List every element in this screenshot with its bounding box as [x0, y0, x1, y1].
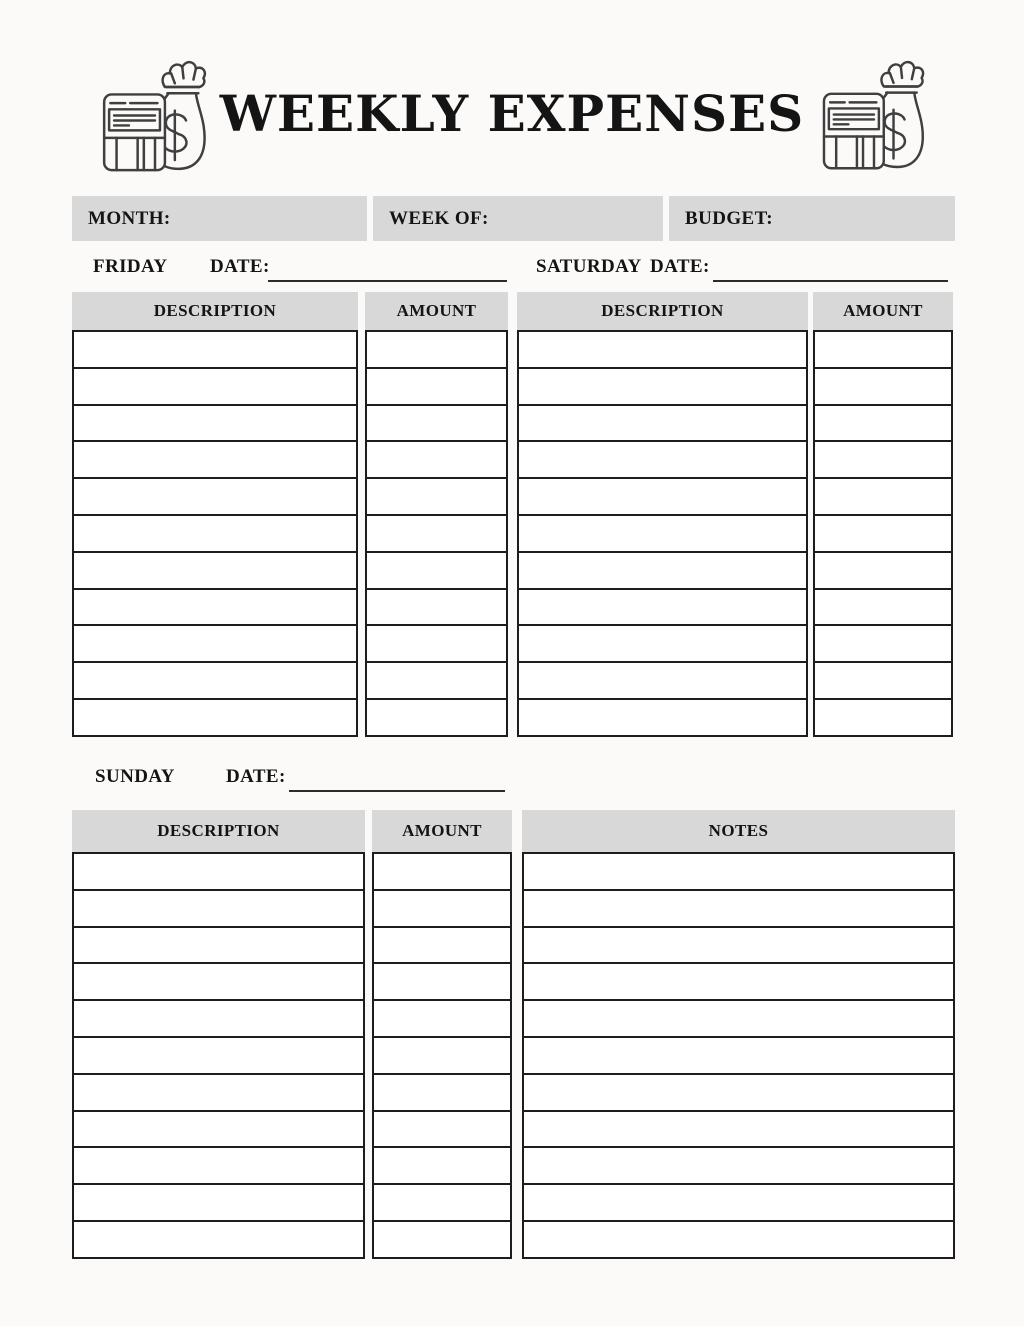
sunday-amount-header: AMOUNT — [372, 810, 512, 852]
table-row-cell[interactable] — [74, 367, 356, 404]
table-row-cell[interactable] — [367, 404, 506, 441]
table-row-cell[interactable] — [367, 551, 506, 588]
table-row-cell[interactable] — [519, 551, 806, 588]
table-row-cell[interactable] — [74, 588, 356, 625]
table-row-cell[interactable] — [815, 404, 951, 441]
friday-date-line[interactable] — [268, 252, 507, 282]
table-row-cell[interactable] — [524, 1036, 953, 1073]
table-row-cell[interactable] — [74, 624, 356, 661]
table-row-cell[interactable] — [815, 588, 951, 625]
table-row-cell[interactable] — [367, 477, 506, 514]
saturday-amount-header: AMOUNT — [813, 292, 953, 330]
saturday-date-line[interactable] — [713, 252, 948, 282]
table-row-cell[interactable] — [367, 367, 506, 404]
table-row-cell[interactable] — [374, 999, 510, 1036]
table-row-cell[interactable] — [524, 1220, 953, 1257]
table-row-cell[interactable] — [367, 698, 506, 735]
table-row-cell[interactable] — [519, 698, 806, 735]
table-row-cell[interactable] — [74, 698, 356, 735]
friday-description-header: DESCRIPTION — [72, 292, 358, 330]
table-row-cell[interactable] — [74, 661, 356, 698]
month-label: MONTH: — [88, 207, 171, 229]
week-of-field[interactable] — [373, 196, 663, 241]
saturday-date-label: DATE: — [650, 256, 710, 277]
saturday-label: SATURDAY — [536, 256, 642, 277]
table-row-cell[interactable] — [519, 477, 806, 514]
table-row-cell[interactable] — [367, 440, 506, 477]
table-row-cell[interactable] — [524, 962, 953, 999]
friday-amount-column — [365, 330, 508, 737]
table-row-cell[interactable] — [74, 332, 356, 367]
table-row-cell[interactable] — [815, 367, 951, 404]
table-row-cell[interactable] — [374, 1036, 510, 1073]
table-row-cell[interactable] — [524, 926, 953, 963]
table-row-cell[interactable] — [815, 698, 951, 735]
saturday-description-column — [517, 330, 808, 737]
table-row-cell[interactable] — [74, 889, 363, 926]
table-row-cell[interactable] — [74, 1146, 363, 1183]
table-row-cell[interactable] — [524, 1073, 953, 1110]
friday-amount-header: AMOUNT — [365, 292, 508, 330]
table-row-cell[interactable] — [367, 624, 506, 661]
table-row-cell[interactable] — [374, 1110, 510, 1147]
table-row-cell[interactable] — [374, 854, 510, 889]
table-row-cell[interactable] — [74, 1036, 363, 1073]
table-row-cell[interactable] — [519, 588, 806, 625]
table-row-cell[interactable] — [519, 404, 806, 441]
table-row-cell[interactable] — [519, 661, 806, 698]
table-row-cell[interactable] — [519, 514, 806, 551]
table-row-cell[interactable] — [815, 624, 951, 661]
table-row-cell[interactable] — [519, 440, 806, 477]
table-row-cell[interactable] — [74, 1110, 363, 1147]
table-row-cell[interactable] — [524, 889, 953, 926]
sunday-date-label: DATE: — [226, 766, 286, 787]
sunday-notes-header: NOTES — [522, 810, 955, 852]
table-row-cell[interactable] — [374, 962, 510, 999]
friday-description-column — [72, 330, 358, 737]
table-row-cell[interactable] — [374, 926, 510, 963]
table-row-cell[interactable] — [519, 332, 806, 367]
week-of-label: WEEK OF: — [389, 207, 489, 229]
budget-field[interactable] — [669, 196, 955, 241]
friday-label: FRIDAY — [93, 256, 168, 277]
table-row-cell[interactable] — [374, 1220, 510, 1257]
saturday-description-header: DESCRIPTION — [517, 292, 808, 330]
table-row-cell[interactable] — [367, 332, 506, 367]
calculator-moneybag-icon — [813, 56, 935, 178]
table-row-cell[interactable] — [74, 854, 363, 889]
sunday-description-header: DESCRIPTION — [72, 810, 365, 852]
table-row-cell[interactable] — [367, 588, 506, 625]
table-row-cell[interactable] — [74, 1183, 363, 1220]
friday-date-label: DATE: — [210, 256, 270, 277]
table-row-cell[interactable] — [815, 551, 951, 588]
sunday-amount-column — [372, 852, 512, 1259]
month-field[interactable] — [72, 196, 367, 241]
table-row-cell[interactable] — [74, 551, 356, 588]
budget-label: BUDGET: — [685, 207, 773, 229]
table-row-cell[interactable] — [519, 624, 806, 661]
table-row-cell[interactable] — [74, 962, 363, 999]
table-row-cell[interactable] — [374, 889, 510, 926]
table-row-cell[interactable] — [74, 999, 363, 1036]
table-row-cell[interactable] — [74, 1220, 363, 1257]
sunday-label: SUNDAY — [95, 766, 175, 787]
table-row-cell[interactable] — [367, 514, 506, 551]
info-row — [72, 196, 955, 241]
saturday-amount-column — [813, 330, 953, 737]
table-row-cell[interactable] — [74, 926, 363, 963]
table-row-cell[interactable] — [374, 1146, 510, 1183]
table-row-cell[interactable] — [74, 514, 356, 551]
sunday-date-line[interactable] — [289, 762, 505, 792]
sunday-description-column — [72, 852, 365, 1259]
page-title: WEEKLY EXPENSES — [219, 84, 805, 143]
table-row-cell[interactable] — [74, 1073, 363, 1110]
table-row-cell[interactable] — [374, 1073, 510, 1110]
table-row-cell[interactable] — [74, 440, 356, 477]
sunday-notes-column — [522, 852, 955, 1259]
table-row-cell[interactable] — [367, 661, 506, 698]
table-row-cell[interactable] — [519, 367, 806, 404]
table-row-cell[interactable] — [524, 1110, 953, 1147]
table-row-cell[interactable] — [815, 514, 951, 551]
table-row-cell[interactable] — [374, 1183, 510, 1220]
table-row-cell[interactable] — [524, 854, 953, 889]
table-row-cell[interactable] — [74, 404, 356, 441]
table-row-cell[interactable] — [815, 440, 951, 477]
table-row-cell[interactable] — [524, 1146, 953, 1183]
table-row-cell[interactable] — [815, 477, 951, 514]
table-row-cell[interactable] — [524, 1183, 953, 1220]
table-row-cell[interactable] — [524, 999, 953, 1036]
table-row-cell[interactable] — [815, 661, 951, 698]
table-row-cell[interactable] — [74, 477, 356, 514]
table-row-cell[interactable] — [815, 332, 951, 367]
